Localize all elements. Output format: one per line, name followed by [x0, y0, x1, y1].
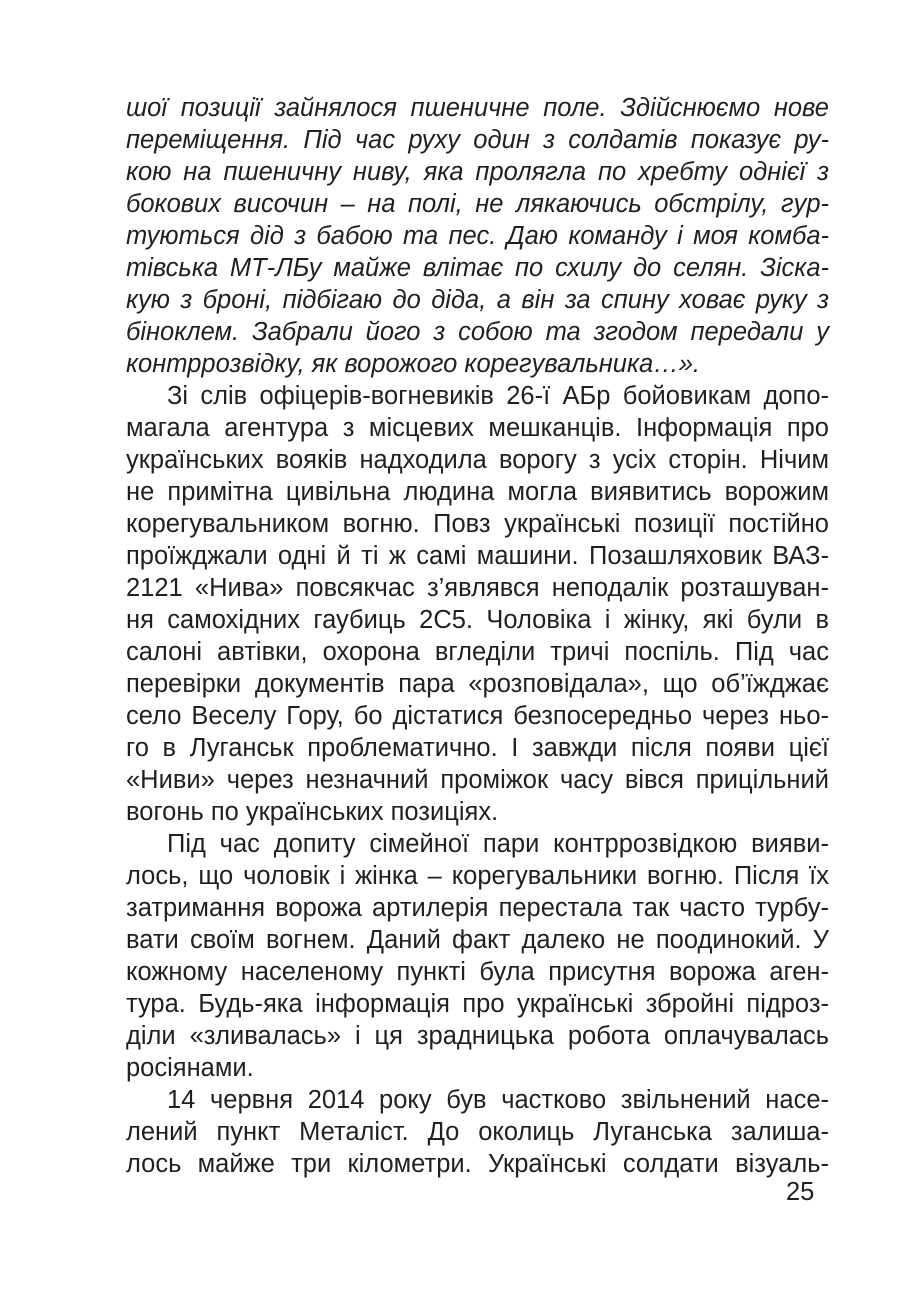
text-line: Зі слів офіцерів-вогневиків 26-ї АБр бойовикам допо- [167, 382, 829, 410]
page-number: 25 [786, 1178, 815, 1206]
body-paragraph [126, 380, 829, 828]
text-line: вогонь по українських позиціях. [126, 798, 499, 826]
text-line: лось, що чоловік і жінка – корегувальники вогню. Після їх [126, 862, 829, 890]
text-line: затримання ворожа артилерія перестала так часто турбу- [126, 894, 829, 922]
text-line: проїжджали одні й ті ж самі машини. Позашляховик ВАЗ- [126, 542, 829, 570]
quote-paragraph [126, 92, 829, 380]
text-line: Під час допиту сімейної пари контррозвідкою вияви- [167, 830, 829, 858]
text-line: тівська МТ-ЛБу майже влітає по схилу до селян. Зіска- [126, 254, 829, 282]
text-line: шої позиції зайнялося пшеничне поле. Здійснюємо нове [126, 94, 829, 122]
text-line: біноклем. Забрали його з собою та згодом передали у [126, 318, 829, 346]
body-paragraph [126, 828, 829, 1084]
text-line: не примітна цивільна людина могла виявитись ворожим [126, 478, 829, 506]
text-line: кую з броні, підбігаю до діда, а він за спину ховає руку з [126, 286, 829, 314]
text-line: магала агентура з місцевих мешканців. Інформація про [126, 414, 829, 442]
text-line: українських вояків надходила ворогу з усіх сторін. Нічим [126, 446, 829, 474]
text-line: корегувальником вогню. Повз українські позиції постійно [126, 510, 829, 538]
text-line: кою на пшеничну ниву, яка пролягла по хребту однієї з [126, 158, 829, 186]
text-line: росіянами. [126, 1054, 254, 1082]
text-line: контррозвідку, як ворожого корегувальника…». [126, 350, 700, 378]
text-line: 14 червня 2014 року був частково звільнений насе- [167, 1086, 829, 1114]
text-line: туються дід з бабою та пес. Даю команду і моя комба- [126, 222, 829, 250]
text-line: салоні автівки, охорона вгледіли тричі поспіль. Під час [126, 638, 829, 666]
text-line: лось майже три кілометри. Українські солдати візуаль- [126, 1150, 829, 1178]
text-line: бокових височин – на полі, не лякаючись обстрілу, гур- [126, 190, 829, 218]
text-line: село Веселу Гору, бо дістатися безпосередньо через ньо- [126, 702, 829, 730]
text-line: ня самохідних гаубиць 2С5. Чоловіка і жінку, які були в [126, 606, 829, 634]
page-body [126, 92, 829, 1180]
text-line: 2121 «Нива» повсякчас з’являвся неподалік розташуван- [126, 574, 829, 602]
text-line: кожному населеному пункті була присутня ворожа аген- [126, 958, 829, 986]
text-line: вати своїм вогнем. Даний факт далеко не поодинокий. У [126, 926, 829, 954]
text-line: переміщення. Під час руху один з солдатів показує ру- [126, 126, 829, 154]
text-line: лений пункт Металіст. До околиць Луганська залиша- [126, 1118, 829, 1146]
text-line: го в Луганськ проблематично. І завжди після появи цієї [126, 734, 829, 762]
text-line: тура. Будь-яка інформація про українські збройні підроз- [126, 990, 829, 1018]
text-line: діли «зливалась» і ця зрадницька робота оплачувалась [126, 1022, 829, 1050]
text-line: «Ниви» через незначний проміжок часу вівся прицільний [126, 766, 829, 794]
text-line: перевірки документів пара «розповідала», що об’їжджає [126, 670, 829, 698]
body-paragraph [126, 1084, 829, 1180]
